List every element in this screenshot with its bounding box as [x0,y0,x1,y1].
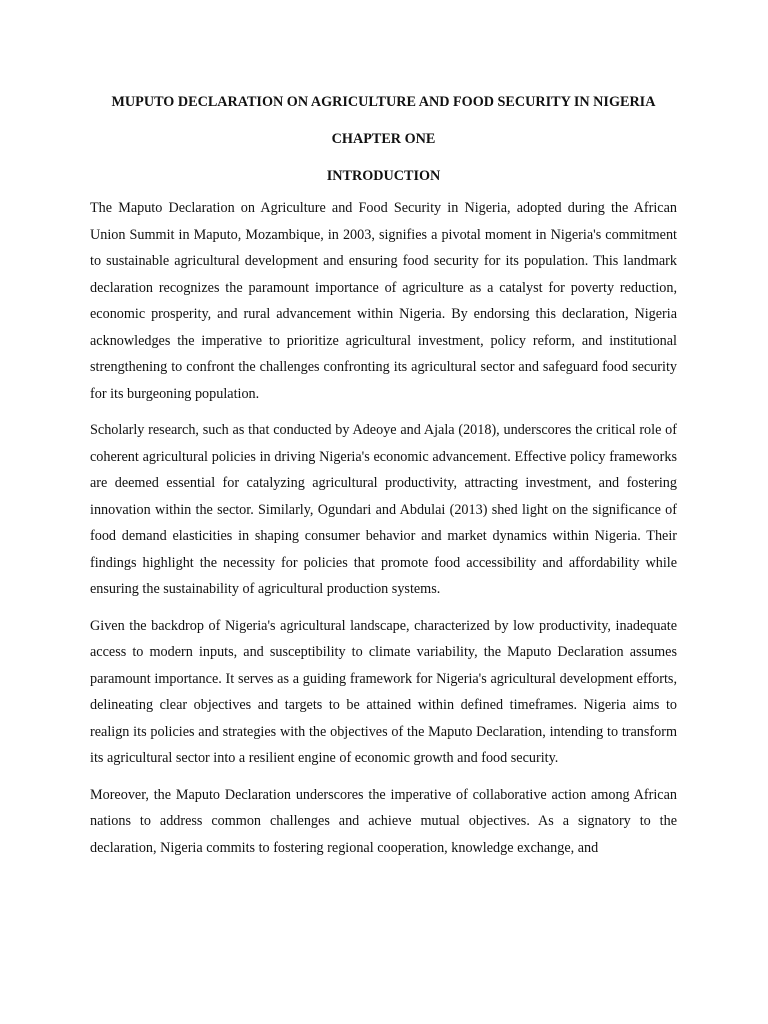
paragraph: The Maputo Declaration on Agriculture and Food Security in Nigeria, adopted during the African Union Summit in Maputo, Mozambique, in 2003, signifies a pivotal moment in Nigeria's commitment to sustainable agricultural development and ensuring food security for its population. This landmark declaration recognizes the paramount importance of agriculture as a catalyst for poverty reduction, economic prosperity, and rural advancement within Nigeria. By endorsing this declaration, Nigeria acknowledges the imperative to prioritize agricultural investment, policy reform, and institutional strengthening to confront the challenges confronting its agricultural sector and safeguard food security for its burgeoning population. [90,200,677,402]
paragraph: Scholarly research, such as that conducted by Adeoye and Ajala (2018), underscores the critical role of coherent agricultural policies in driving Nigeria's economic advancement. Effective policy frameworks are deemed essential for catalyzing agricultural productivity, attracting investment, and fostering innovation within the sector. Similarly, Ogundari and Abdulai (2013) shed light on the significance of food demand elasticities in shaping consumer behavior and market dynamics within Nigeria. Their findings highlight the necessity for policies that promote food accessibility and affordability while ensuring the sustainability of agricultural production systems. [90,422,677,597]
document-title: MUPUTO DECLARATION ON AGRICULTURE AND FOOD SECURITY IN NIGERIA [111,94,656,110]
paragraph: Moreover, the Maputo Declaration underscores the imperative of collaborative action among African nations to address common challenges and achieve mutual objectives. As a signatory to the declaration, Nigeria commits to fostering regional cooperation, knowledge exchange, and [90,786,677,856]
paragraph: Given the backdrop of Nigeria's agricultural landscape, characterized by low productivity, inadequate access to modern inputs, and susceptibility to climate variability, the Maputo Declaration assumes paramount importance. It serves as a guiding framework for Nigeria's agricultural development efforts, delineating clear objectives and targets to be attained within defined timeframes. Nigeria aims to realign its policies and strategies with the objectives of the Maputo Declaration, intending to transform its agricultural sector into a resilient engine of economic growth and food security. [90,617,677,766]
chapter-heading: CHAPTER ONE [331,131,436,147]
document-page [90,92,677,871]
section-heading: INTRODUCTION [326,168,441,184]
